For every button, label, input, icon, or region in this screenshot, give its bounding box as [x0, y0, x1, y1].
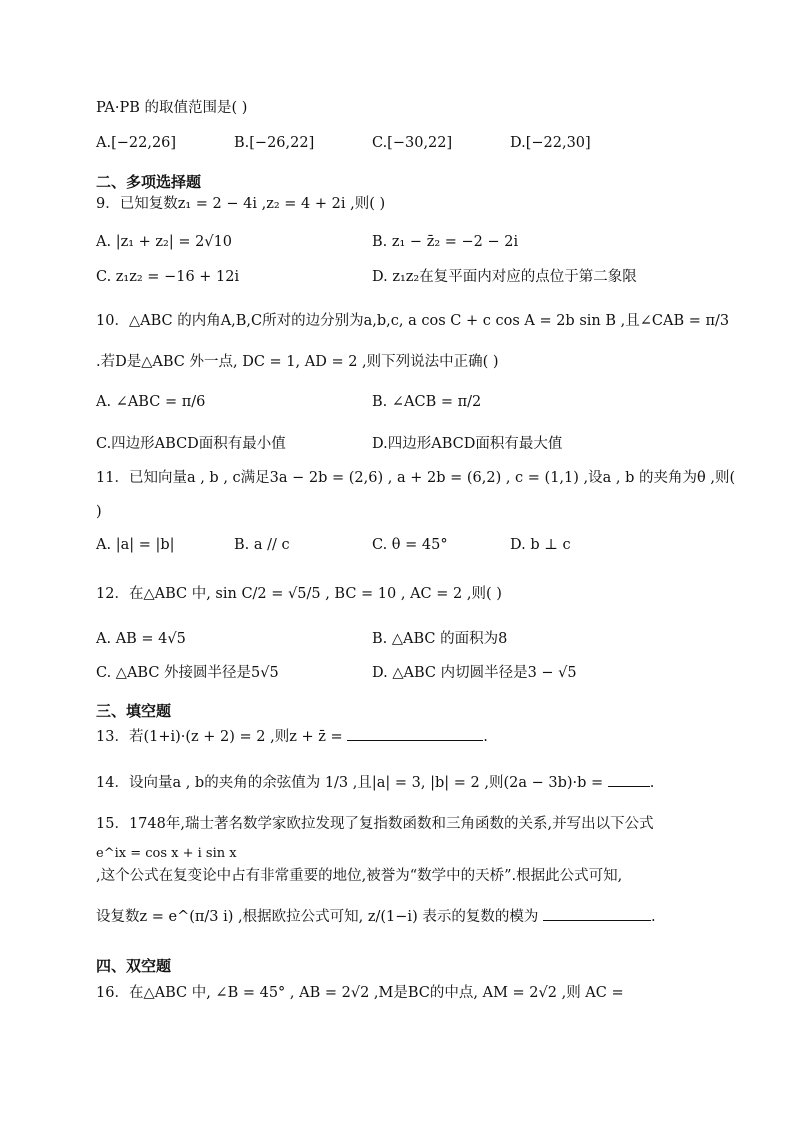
q10-option-d: D.四边形ABCD面积有最大值 — [372, 436, 563, 452]
q13-answer-blank[interactable] — [347, 726, 483, 741]
q11-option-b: B. a // c — [234, 537, 290, 553]
q8-option-d: D.[−22,30] — [510, 135, 591, 151]
q13-line — [96, 726, 488, 747]
q16-stem: 16．在△ABC 中, ∠B = 45° , AB = 2√2 ,M是BC的中点, AM = 2√2 ,则 AC = — [96, 985, 624, 1001]
q9-option-b: B. z₁ − z̄₂ = −2 − 2i — [372, 234, 519, 250]
q9-option-d: D. z₁z₂在复平面内对应的点位于第二象限 — [372, 269, 637, 285]
q9-stem: 9．已知复数z₁ = 2 − 4i ,z₂ = 4 + 2i ,则( ) — [96, 196, 386, 212]
q11-option-c: C. θ = 45° — [372, 537, 448, 553]
q15-line3: 设复数z = e^(π/3 i) ,根据欧拉公式可知, z/(1−i) 表示的复数的模为 — [96, 909, 539, 925]
q15-line3-container — [96, 906, 656, 927]
q12-stem: 12．在△ABC 中, sin C/2 = √5/5 , BC = 10 , AC = 2 ,则( ) — [96, 586, 502, 602]
section-heading-fill-in: 三、填空题 — [96, 702, 172, 720]
q8-option-a: A.[−22,26] — [96, 135, 177, 151]
q13-end: . — [483, 729, 488, 745]
q12-option-a: A. AB = 4√5 — [96, 631, 186, 647]
q10-option-b: B. ∠ACB = π/2 — [372, 394, 482, 410]
q14-line — [96, 772, 654, 793]
q14-end: . — [649, 775, 655, 791]
q11-stem-line2: ) — [96, 504, 102, 520]
q15-line2: ,这个公式在复变论中占有非常重要的地位,被誉为“数学中的天桥”.根据此公式可知, — [96, 868, 623, 884]
q14-stem: 14．设向量a , b的夹角的余弦值为 1/3 ,且|a| = 3, |b| = 2 ,则(2a − 3b)·b = — [96, 775, 604, 791]
q12-option-d: D. △ABC 内切圆半径是3 − √5 — [372, 665, 577, 681]
q11-stem-line1: 11．已知向量a , b , c满足3a − 2b = (2,6) , a + 2b = (6,2) , c = (1,1) ,设a , b 的夹角为θ ,则( — [96, 470, 736, 486]
q9-option-c: C. z₁z₂ = −16 + 12i — [96, 269, 240, 285]
section-heading-double-blank: 四、双空题 — [96, 957, 172, 975]
q11-option-a: A. |a| = |b| — [96, 537, 175, 553]
q13-stem: 13．若(1+i)·(z + 2) = 2 ,则z + z̄ = — [96, 729, 343, 745]
q15-end: . — [650, 909, 656, 925]
q11-option-d: D. b ⊥ c — [510, 537, 571, 553]
q15-answer-blank[interactable] — [543, 906, 651, 921]
q10-option-c: C.四边形ABCD面积有最小值 — [96, 436, 286, 452]
q15-line1: 15．1748年,瑞士著名数学家欧拉发现了复指数函数和三角函数的关系,并写出以下公式 — [96, 816, 654, 832]
q15-formula: e^ix = cos x + i sin x — [96, 846, 237, 861]
q12-option-b: B. △ABC 的面积为8 — [372, 631, 508, 647]
q9-option-a: A. |z₁ + z₂| = 2√10 — [96, 234, 233, 250]
q12-option-c: C. △ABC 外接圆半径是5√5 — [96, 665, 279, 681]
q14-answer-blank[interactable] — [608, 772, 650, 787]
section-heading-multiple-choice: 二、多项选择题 — [96, 173, 202, 191]
q8-option-b: B.[−26,22] — [234, 135, 315, 151]
q10-stem-line1: 10．△ABC 的内角A,B,C所对的边分别为a,b,c, a cos C + c cos A = 2b sin B ,且∠CAB = π/3 — [96, 313, 730, 329]
q10-option-a: A. ∠ABC = π/6 — [96, 394, 206, 410]
q10-stem-line2: .若D是△ABC 外一点, DC = 1, AD = 2 ,则下列说法中正确( ) — [96, 354, 499, 370]
q8-stem: PA·PB 的取值范围是( ) — [96, 100, 248, 116]
q8-option-c: C.[−30,22] — [372, 135, 453, 151]
